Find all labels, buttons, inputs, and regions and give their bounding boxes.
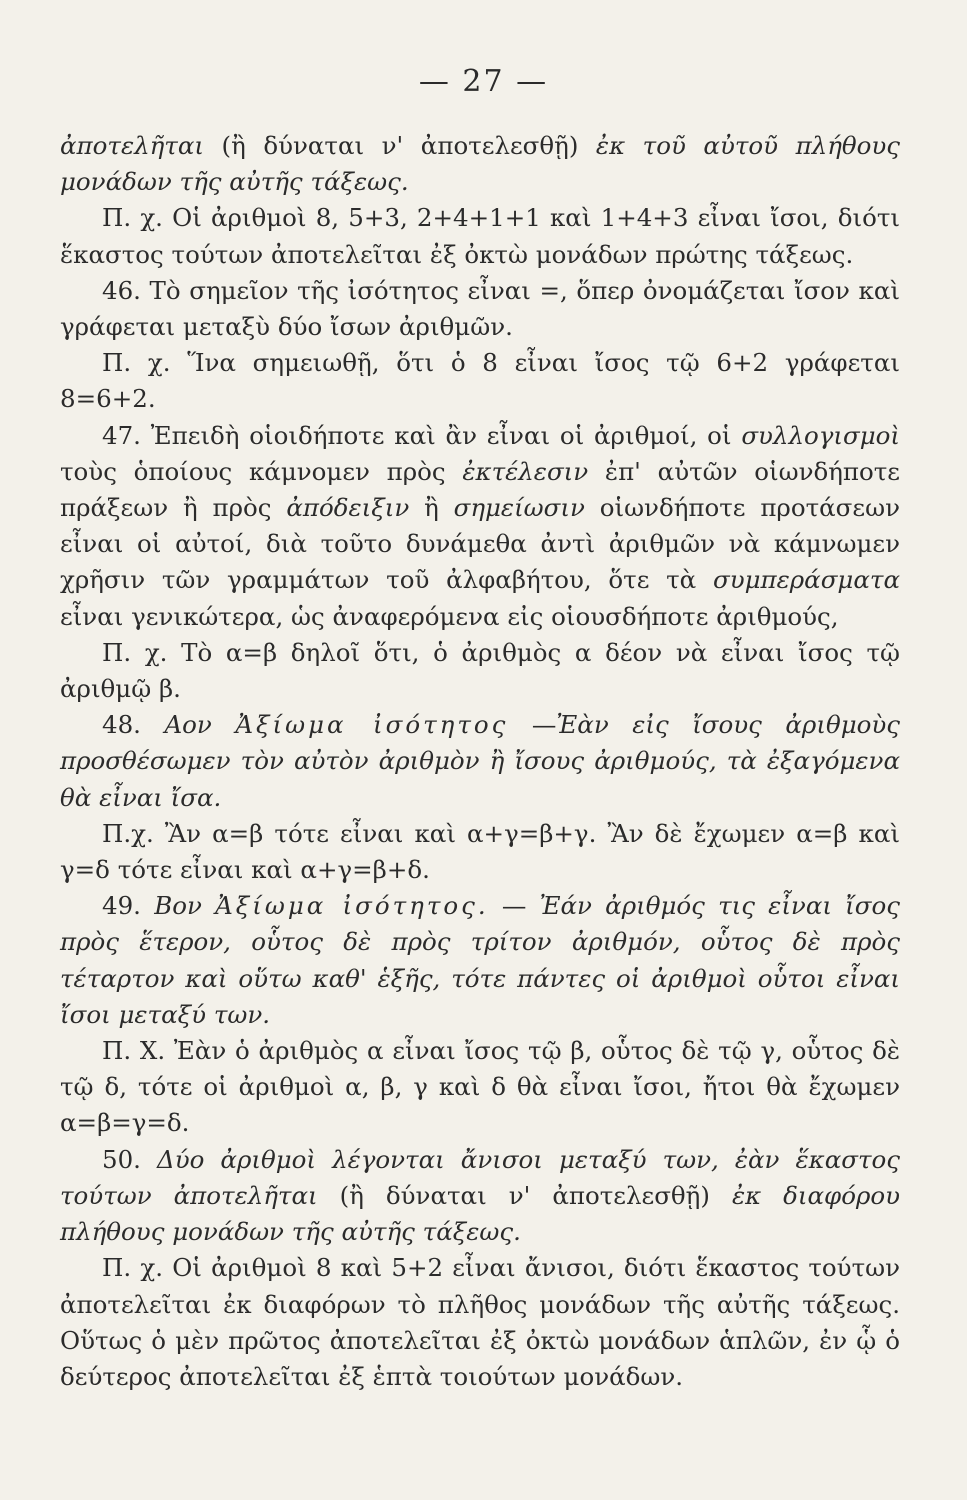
text-run: Π. Χ. Ἐὰν ὁ ἀριθμὸς α εἶναι ἴσος τῷ β, οὗτος δὲ τῷ γ, οὗτος δὲ τῷ δ, τότε οἱ ἀριθμοὶ α, β, γ καὶ δ θὰ εἶναι ἴσοι, ἤτοι θὰ ἔχωμεν α=β=γ=δ.	[60, 1036, 900, 1138]
text-run: Ἐὰν εἰς ἴσους ἀριθμοὺς προσθέσωμεν τὸν αὐτὸν ἀριθμὸν ἢ ἴσους ἀριθμούς, τὰ ἐξαγόμενα θὰ εἶναι ἴσα.	[60, 710, 900, 812]
text-run: Ἀξίωμα ἰσότητος	[235, 710, 509, 740]
text-run: σημείωσιν	[453, 493, 585, 523]
page-number: — 27 —	[418, 64, 549, 99]
text-run: Ἐάν ἀριθμός τις εἶναι ἴσος πρὸς ἕτερον, οὗτος δὲ πρὸς τρίτον ἀριθμόν, οὗτος δὲ πρὸς τέταρτον καὶ οὕτω καθ' ἑξῆς, τότε πάντες οἱ ἀριθμοὶ οὗτοι εἶναι ἴσοι μεταξύ των.	[60, 891, 900, 1029]
page-body	[60, 128, 900, 1395]
text-run: Π.χ. Ἂν α=β τότε εἶναι καὶ α+γ=β+γ. Ἂν δὲ ἔχωμεν α=β καὶ γ=δ τότε εἶναι καὶ α+γ=β+δ.	[60, 818, 900, 885]
text-run	[202, 891, 215, 920]
text-run: οἱωνδήποτε προτάσεων εἶναι οἱ αὐτοί, διὰ τοῦτο δυνάμεθα ἀντὶ ἀριθμῶν νὰ κάμνωμεν χρῆσιν τῶν γραμμάτων τοῦ ἀλφαβήτου, ὅτε τὰ	[60, 493, 900, 595]
text-run: (ἢ δύναται ν' ἀποτελεσθῇ)	[204, 131, 596, 160]
text-run: συμπεράσματα	[712, 565, 900, 595]
text-run: Αον	[164, 710, 212, 740]
text-run: Δύο ἀριθμοὶ λέγονται ἄνισοι μεταξύ των, ἐὰν ἕκαστος τούτων ἀποτελῆται	[60, 1144, 900, 1210]
text-run: ἐκ διαφόρου πλήθους μονάδων τῆς αὐτῆς τάξεως.	[60, 1180, 901, 1247]
text-run: ἐκ τοῦ αὐτοῦ πλήθους μονάδων τῆς αὐτῆς τάξεως.	[60, 131, 900, 197]
text-run: —	[508, 710, 557, 740]
paragraph-9	[60, 888, 900, 1033]
paragraph-12	[60, 1250, 900, 1395]
text-run: 48.	[102, 710, 165, 740]
text-run: (ἢ δύναται ν' ἀποτελεσθῇ)	[317, 1180, 732, 1210]
text-run: ἢ	[409, 493, 454, 523]
paragraph-1	[60, 128, 900, 200]
paragraph-10	[60, 1033, 900, 1142]
text-run: ἐκτέλεσιν	[462, 456, 589, 486]
text-run: τοὺς ὁποίους κάμνομεν πρὸς	[60, 456, 463, 486]
text-run: 47. Ἐπειδὴ οἱοιδήποτε καὶ ἂν εἶναι οἱ ἀριθμοί, οἱ	[102, 420, 742, 450]
paragraph-4	[60, 345, 900, 417]
text-run: Π. χ. Οἱ ἀριθμοὶ 8 καὶ 5+2 εἶναι ἄνισοι, διότι ἕκαστος τούτων ἀποτελεῖται ἐκ διαφόρων τὸ πλῆθος μονάδων τῆς αὐτῆς τάξεως. Οὕτως ὁ μὲν πρῶτος ἀποτελεῖται ἐξ ὀκτὼ μονάδων ἁπλῶν, ἐν ᾧ ὁ δεύτερος ἀποτελεῖται ἐξ ἑπτὰ τοιούτων μονάδων.	[60, 1253, 900, 1391]
text-run: Π. χ. Ἵνα σημειωθῇ, ὅτι ὁ 8 εἶναι ἴσος τῷ 6+2 γράφεται 8=6+2.	[60, 348, 900, 414]
paragraph-11	[60, 1142, 900, 1251]
text-run: εἶναι γενικώτερα, ὡς ἀναφερόμενα εἰς οἱουσδήποτε ἀριθμούς,	[60, 601, 839, 631]
text-run: 49.	[102, 891, 155, 921]
paragraph-2	[60, 200, 900, 272]
text-run: Ἀξίωμα ἰσότητος.	[215, 891, 489, 921]
text-run: 50.	[102, 1144, 158, 1174]
paragraph-7	[60, 707, 900, 816]
paragraph-8	[60, 816, 900, 888]
text-run: 46. Τὸ σημεῖον τῆς ἰσότητος εἶναι =, ὅπερ ὀνομάζεται ἴσον καὶ γράφεται μεταξὺ δύο ἴσων ἀριθμῶν.	[60, 275, 900, 342]
text-run: ἐπ' αὐτῶν οἱωνδήποτε πράξεων ἢ πρὸς	[60, 456, 901, 523]
text-run: —	[488, 891, 540, 921]
paragraph-5	[60, 418, 900, 635]
text-run: Βον	[154, 891, 202, 921]
paragraph-3	[60, 273, 900, 345]
text-run: Π. χ. Τὸ α=β δηλοῖ ὅτι, ὁ ἀριθμὸς α δέον νὰ εἶναι ἴσος τῷ ἀριθμῷ β.	[60, 637, 900, 704]
text-run: Π. χ. Οἱ ἀριθμοὶ 8, 5+3, 2+4+1+1 καὶ 1+4+3 εἶναι ἴσοι, διότι ἕκαστος τούτων ἀποτελεῖται ἐξ ὀκτὼ μονάδων πρώτης τάξεως.	[60, 203, 900, 269]
text-run: συλλογισμοὶ	[741, 420, 900, 450]
text-run: ἀποτελῆται	[60, 131, 205, 160]
text-run	[212, 710, 236, 739]
text-run: ἀπόδειξιν	[286, 493, 410, 523]
paragraph-6	[60, 635, 900, 707]
